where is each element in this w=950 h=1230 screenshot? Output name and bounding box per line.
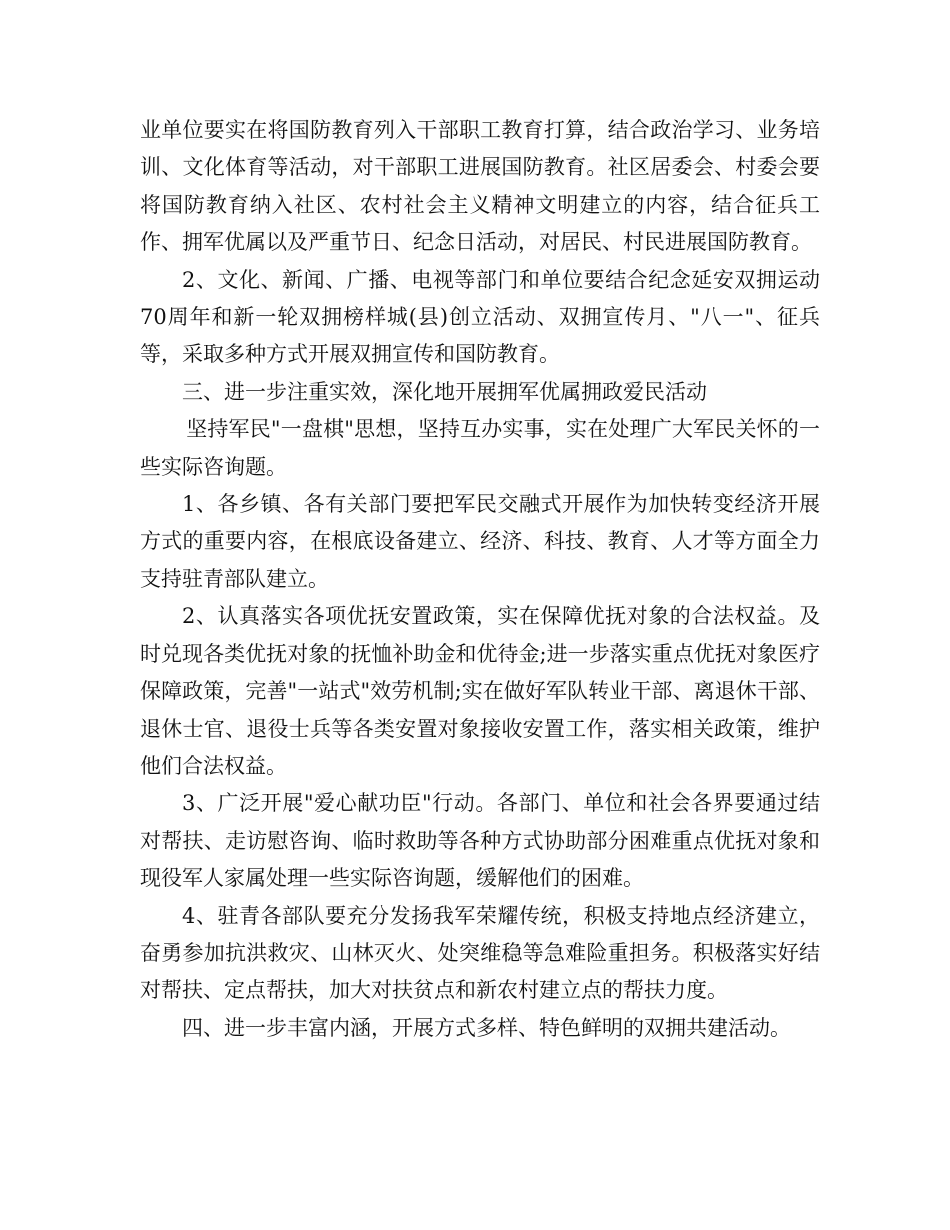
paragraph-item-2: 2、认真落实各项优抚安置政策，实在保障优抚对象的合法权益。及时兑现各类优抚对象的抚恤补助金和优待金;进一步落实重点优抚对象医疗保障政策，完善"一站式"效劳机制;实在做好军队转业干部、离退休干部、退休士官、退役士兵等各类安置对象接收安置工作，落实相关政策，维护他们合法权益。 bbox=[140, 604, 820, 778]
paragraph-item-3: 3、广泛开展"爱心献功臣"行动。各部门、单位和社会各界要通过结对帮扶、走访慰咨询、临时救助等各种方式协助部分困难重点优抚对象和现役军人家属处理一些实际咨询题，缓解他们的困难。 bbox=[140, 791, 820, 891]
section-heading-four: 四、进一步丰富内涵，开展方式多样、特色鲜明的双拥共建活动。 bbox=[182, 1015, 791, 1040]
paragraph-section-intro: 坚持军民"一盘棋"思想，坚持互办实事，实在处理广大军民关怀的一些实际咨询题。 bbox=[140, 417, 820, 479]
section-heading-three: 三、进一步注重实效，深化地开展拥军优属拥政爱民活动 bbox=[182, 379, 707, 404]
paragraph-item-2-propaganda: 2、文化、新闻、广播、电视等部门和单位要结合纪念延安双拥运动70周年和新一轮双拥榜样城(县)创立活动、双拥宣传月、"八一"、征兵等，采取多种方式开展双拥宣传和国防教育。 bbox=[140, 267, 820, 367]
document-body bbox=[140, 112, 820, 1047]
paragraph-item-4: 4、驻青各部队要充分发扬我军荣耀传统，积极支持地点经济建立，奋勇参加抗洪救灾、山林灭火、处突维稳等急难险重担务。积极落实好结对帮扶、定点帮扶，加大对扶贫点和新农村建立点的帮扶力度。 bbox=[140, 903, 820, 1003]
paragraph-continuation: 业单位要实在将国防教育列入干部职工教育打算，结合政治学习、业务培训、文化体育等活动，对干部职工进展国防教育。社区居委会、村委会要将国防教育纳入社区、农村社会主义精神文明建立的内容，结合征兵工作、拥军优属以及严重节日、纪念日活动，对居民、村民进展国防教育。 bbox=[140, 118, 820, 255]
paragraph-item-1: 1、各乡镇、各有关部门要把军民交融式开展作为加快转变经济开展方式的重要内容，在根底设备建立、经济、科技、教育、人才等方面全力支持驻青部队建立。 bbox=[140, 492, 820, 591]
